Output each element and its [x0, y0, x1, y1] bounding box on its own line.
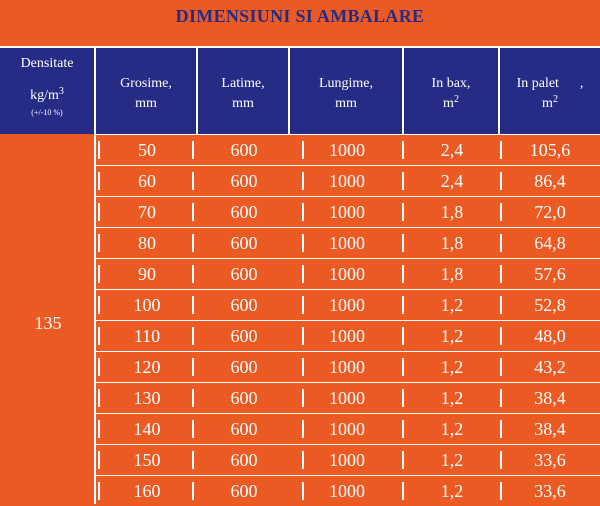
cell-thickness: 140 — [133, 419, 161, 439]
cell-in-box: 2,4 — [440, 171, 464, 191]
cell-in-box: 1,8 — [440, 264, 464, 284]
table-row — [96, 475, 600, 506]
cell-in-box: 1,8 — [440, 233, 464, 253]
header-length-unit: mm — [335, 96, 357, 111]
header-width — [198, 48, 290, 134]
table-row — [96, 444, 600, 475]
page-title: DIMENSIUNI SI AMBALARE — [175, 6, 425, 26]
table-row — [96, 227, 600, 258]
cell-in-box: 1,8 — [440, 202, 464, 222]
header-density-label: Densitate — [20, 56, 74, 71]
header-length — [290, 48, 404, 134]
table-row — [96, 258, 600, 289]
cell-in-box: 1,2 — [440, 419, 464, 439]
cell-width: 600 — [230, 357, 258, 377]
table-row — [96, 289, 600, 320]
cell-length: 1000 — [329, 140, 365, 160]
cell-thickness: 70 — [138, 202, 156, 222]
cell-width: 600 — [230, 202, 258, 222]
table-row — [96, 351, 600, 382]
cell-thickness: 90 — [138, 264, 156, 284]
cell-thickness: 110 — [133, 326, 161, 346]
cell-length: 1000 — [329, 264, 365, 284]
cell-width: 600 — [230, 481, 258, 501]
cell-thickness: 160 — [133, 481, 161, 501]
cell-width: 600 — [230, 388, 258, 408]
cell-in-box: 1,2 — [440, 481, 464, 501]
cell-in-pallet: 33,6 — [534, 450, 566, 470]
cell-width: 600 — [230, 450, 258, 470]
header-width-label: Latime, — [221, 76, 265, 91]
cell-thickness: 130 — [133, 388, 161, 408]
header-in-pallet — [500, 48, 600, 134]
cell-in-pallet: 38,4 — [534, 388, 566, 408]
cell-in-box: 1,2 — [440, 295, 464, 315]
header-thickness-label: Grosime, — [120, 76, 172, 91]
cell-width: 600 — [230, 419, 258, 439]
cell-in-pallet: 86,4 — [534, 171, 566, 191]
cell-in-pallet: 57,6 — [534, 264, 566, 284]
cell-width: 600 — [230, 295, 258, 315]
cell-thickness: 100 — [133, 295, 161, 315]
cell-in-pallet: 43,2 — [534, 357, 566, 377]
header-thickness — [96, 48, 198, 134]
cell-length: 1000 — [329, 419, 365, 439]
header-in-box-label: In bax, — [431, 76, 471, 91]
cell-in-box: 2,4 — [440, 140, 464, 160]
table-row — [96, 320, 600, 351]
cell-length: 1000 — [329, 233, 365, 253]
cell-in-pallet: 52,8 — [534, 295, 566, 315]
table-row — [96, 413, 600, 444]
title-bar — [0, 0, 600, 48]
cell-length: 1000 — [329, 388, 365, 408]
table-row — [96, 165, 600, 196]
cell-length: 1000 — [329, 450, 365, 470]
header-thickness-unit: mm — [135, 96, 157, 111]
cell-length: 1000 — [329, 295, 365, 315]
cell-length: 1000 — [329, 171, 365, 191]
cell-thickness: 120 — [133, 357, 161, 377]
cell-in-pallet: 64,8 — [534, 233, 566, 253]
header-in-pallet-label: In palet , — [516, 76, 584, 91]
header-in-box — [404, 48, 500, 134]
header-density-tolerance: (+/-10 %) — [31, 108, 63, 117]
header-in-box-unit: $m^2$ — [443, 94, 459, 111]
cell-in-pallet: 48,0 — [534, 326, 566, 346]
cell-length: 1000 — [329, 357, 365, 377]
cell-in-box: 1,2 — [440, 388, 464, 408]
cell-width: 600 — [230, 171, 258, 191]
header-density-unit: $kg/m^3$ — [30, 86, 64, 103]
cell-thickness: 150 — [133, 450, 161, 470]
cell-in-box: 1,2 — [440, 357, 464, 377]
table-row — [96, 196, 600, 227]
cell-thickness: 60 — [138, 171, 156, 191]
density-value: 135 — [34, 313, 62, 333]
cell-width: 600 — [230, 140, 258, 160]
cell-width: 600 — [230, 264, 258, 284]
table-row — [96, 382, 600, 413]
header-length-label: Lungime, — [318, 76, 374, 91]
cell-in-pallet: 38,4 — [534, 419, 566, 439]
cell-in-pallet: 72,0 — [534, 202, 566, 222]
cell-length: 1000 — [329, 326, 365, 346]
cell-in-pallet: 105,6 — [529, 140, 571, 160]
header-width-unit: mm — [232, 96, 254, 111]
cell-in-box: 1,2 — [440, 326, 464, 346]
cell-width: 600 — [230, 233, 258, 253]
header-density — [0, 48, 96, 134]
cell-thickness: 50 — [138, 140, 156, 160]
cell-in-pallet: 33,6 — [534, 481, 566, 501]
table-header — [0, 48, 600, 134]
cell-thickness: 80 — [138, 233, 156, 253]
header-in-pallet-unit: $m^2$ — [542, 94, 558, 111]
cell-width: 600 — [230, 326, 258, 346]
table-row — [96, 134, 600, 165]
cell-length: 1000 — [329, 202, 365, 222]
table-body — [96, 134, 600, 504]
cell-in-box: 1,2 — [440, 450, 464, 470]
density-cell — [0, 134, 96, 504]
cell-length: 1000 — [329, 481, 365, 501]
